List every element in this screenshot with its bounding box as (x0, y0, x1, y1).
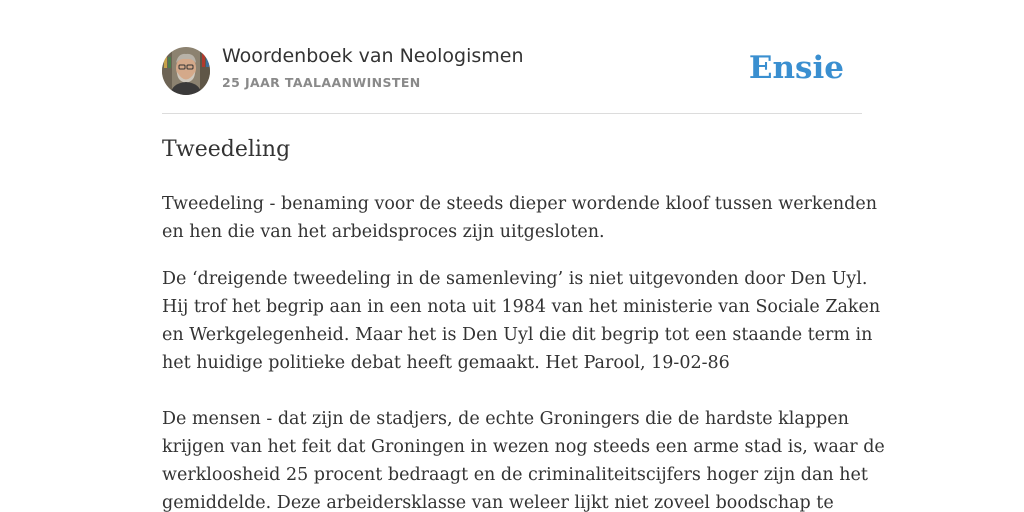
citation-line: De ‘dreigende tweedeling in de samenleving’ is niet uitgevonden door Den Uyl. (162, 269, 868, 289)
citation-paragraph (162, 405, 885, 512)
citation-line: werkloosheid 25 procent bedraagt en de criminaliteitscijfers hoger zijn dan het (162, 465, 868, 485)
citation-line: en Werkgelegenheid. Maar het is Den Uyl die dit begrip tot een staande term in (162, 325, 873, 345)
content-container (162, 0, 885, 512)
citation-line: De mensen - dat zijn de stadjers, de echte Groningers die de hardste klappen (162, 409, 849, 429)
ensie-logo-link[interactable]: Ensie (748, 50, 844, 86)
definition-line: en hen die van het arbeidsproces zijn uitgesloten. (162, 222, 605, 242)
entry-definition (162, 190, 877, 246)
citation-line: Hij trof het begrip aan in een nota uit 1984 van het ministerie van Sociale Zaken (162, 297, 881, 317)
site-subtitle: 25 JAAR TAALAANWINSTEN (222, 75, 421, 90)
site-title-link[interactable]: Woordenboek van Neologismen (222, 45, 524, 67)
citation-line: gemiddelde. Deze arbeidersklasse van weleer lijkt niet zoveel boodschap te (162, 493, 834, 512)
site-header (162, 0, 862, 114)
definition-line: Tweedeling - benaming voor de steeds dieper wordende kloof tussen werkenden (162, 194, 877, 214)
entry-title: Tweedeling (162, 137, 291, 162)
citation-paragraph (162, 265, 880, 377)
citation-line: krijgen van het feit dat Groningen in wezen nog steeds een arme stad is, waar de (162, 437, 885, 457)
citation-line: het huidige politieke debat heeft gemaakt. Het Parool, 19-02-86 (162, 353, 730, 373)
author-avatar-icon[interactable] (162, 47, 210, 95)
